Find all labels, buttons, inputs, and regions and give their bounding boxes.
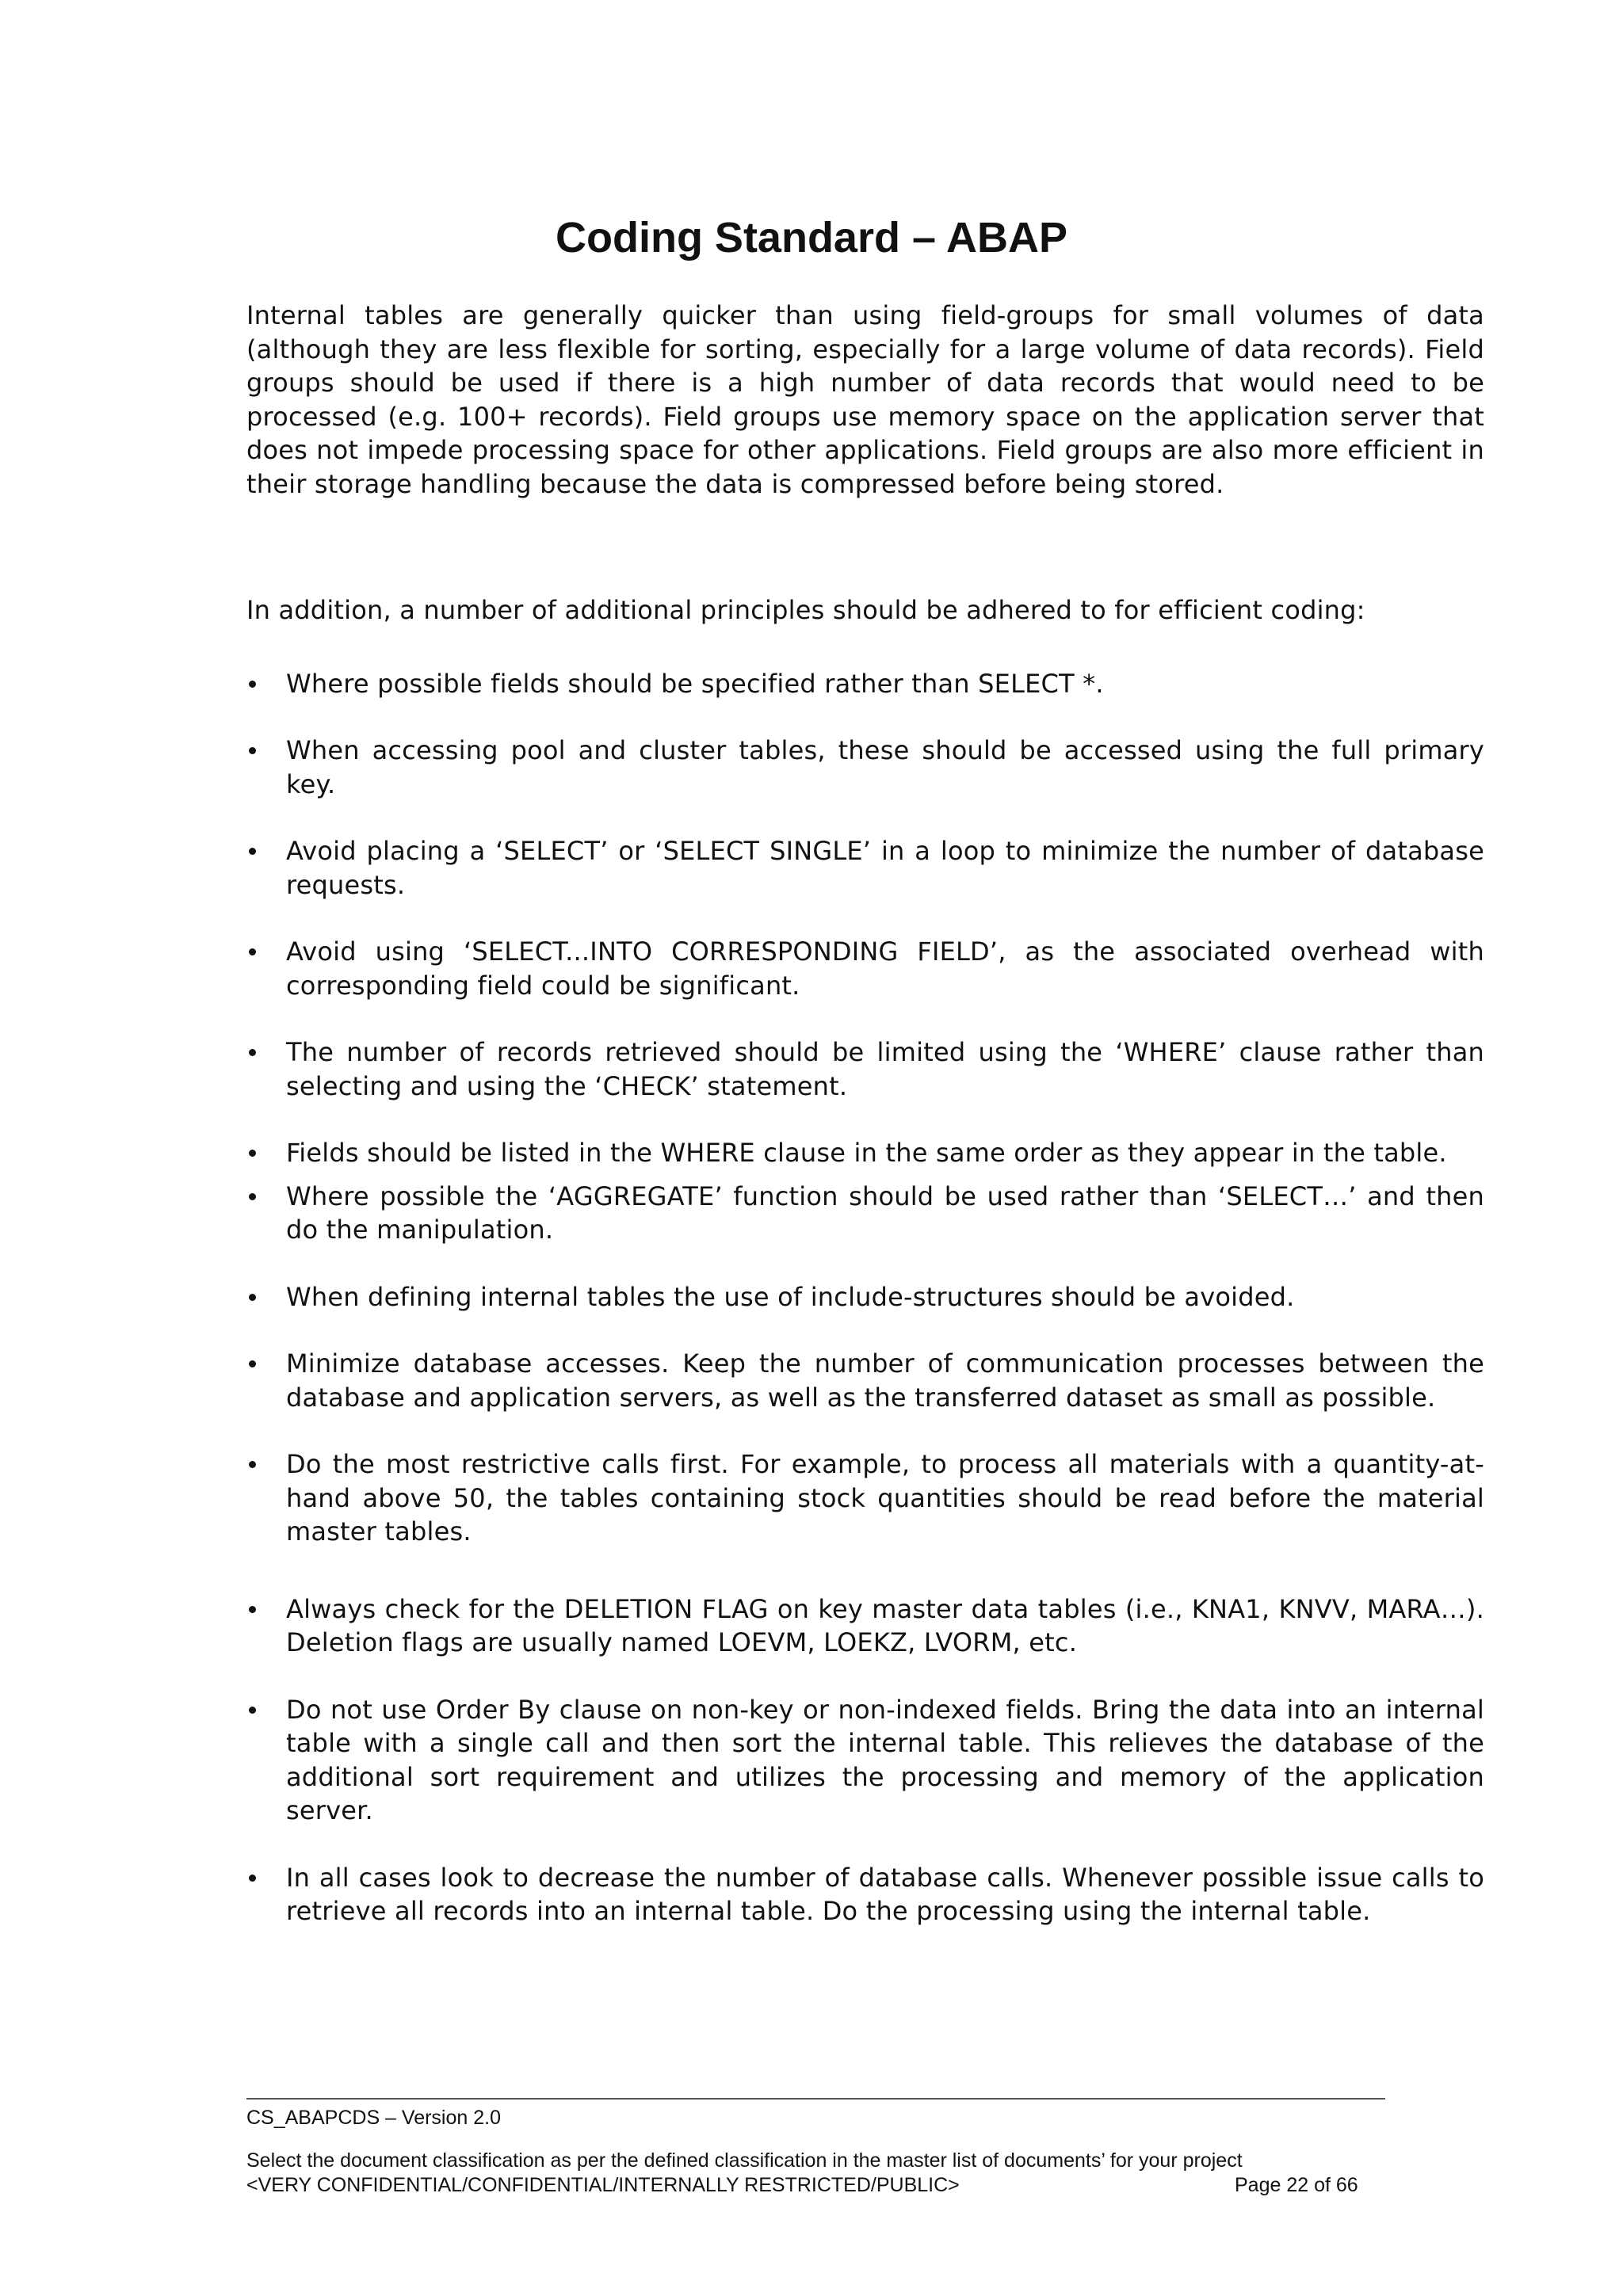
bullet-icon [249,1049,256,1056]
list-item-text: Do the most restrictive calls first. For example, to process all materials with a quantity-at-hand above 50, the tables containing stock quantities should be read before the material master tables. [286,1449,1484,1547]
bullet-icon [249,1707,256,1714]
list-item [246,1693,1484,1828]
list-item-text: The number of records retrieved should be limited using the ‘WHERE’ clause rather than selecting and using the ‘CHECK’ statement. [286,1037,1484,1101]
bullet-icon [249,1193,256,1200]
footer-version: CS_ABAPCDS – Version 2.0 [246,2107,501,2129]
bullet-icon [249,1150,256,1157]
bullet-icon [249,747,256,754]
list-item-text: When defining internal tables the use of include-structures should be avoided. [286,1281,1295,1312]
list-item [246,1035,1484,1103]
list-item-text: When accessing pool and cluster tables, these should be accessed using the full primary key. [286,735,1484,799]
list-item [246,1280,1484,1314]
list-item [246,834,1484,902]
list-item [246,1180,1484,1247]
list-item-text: Fields should be listed in the WHERE clause in the same order as they appear in the table. [286,1138,1447,1168]
page-number: Page 22 of 66 [1235,2174,1358,2196]
list-item [246,1861,1484,1928]
principles-list [246,667,1484,1928]
footer-classification-levels: <VERY CONFIDENTIAL/CONFIDENTIAL/INTERNALLY RESTRICTED/PUBLIC> [246,2174,960,2196]
bullet-icon [249,681,256,688]
bullet-icon [249,1461,256,1468]
list-item [246,935,1484,1002]
list-item-text: Avoid using ‘SELECT...INTO CORRESPONDING FIELD’, as the associated overhead with corresponding field could be significant. [286,936,1484,1001]
list-item-text: Do not use Order By clause on non-key or non-indexed fields. Bring the data into an internal table with a single call and then sort the internal table. This relieves the database of the additional sort requirement and utilizes the processing and memory of the application server. [286,1694,1484,1825]
list-item [246,667,1484,701]
list-item-text: Where possible the ‘AGGREGATE’ function should be used rather than ‘SELECT…’ and then do the manipulation. [286,1180,1484,1245]
bullet-icon [249,948,256,955]
page-title: Coding Standard – ABAP [555,214,1068,261]
bullet-icon [249,1294,256,1301]
principles-intro: In addition, a number of additional principles should be adhered to for efficient coding: [246,595,1365,625]
footer-divider [246,2098,1385,2100]
bullet-icon [249,1606,256,1613]
list-item [246,1447,1484,1549]
list-item [246,1136,1484,1170]
list-item-text: In all cases look to decrease the number of database calls. Whenever possible issue calls to retrieve all records into an internal table. Do the processing using the internal table. [286,1862,1484,1926]
list-item [246,1347,1484,1414]
intro-paragraph: Internal tables are generally quicker than using field-groups for small volumes of data (although they are less flexible for sorting, especially for a large volume of data records). Field groups should be used if there is a high number of data records that would need to be processed (e.g. 100+ records). Field groups use memory space on the application server that does not impede processing space for other applications. Field groups are also more efficient in their storage handling because the data is compressed before being stored. [246,300,1484,499]
document-body [246,299,1484,1962]
bullet-icon [249,1875,256,1882]
footer-classification-note: Select the document classification as per the defined classification in the master list of documents’ for your project [246,2149,1243,2172]
bullet-icon [249,848,256,855]
list-item [246,734,1484,801]
list-item-text: Avoid placing a ‘SELECT’ or ‘SELECT SINGLE’ in a loop to minimize the number of database requests. [286,836,1484,900]
list-item-text: Always check for the DELETION FLAG on key master data tables (i.e., KNA1, KNVV, MARA…). Deletion flags are usually named LOEVM, LOEKZ, LVORM, etc. [286,1593,1484,1657]
list-item-text: Where possible fields should be specified rather than SELECT *. [286,668,1104,699]
bullet-icon [249,1360,256,1367]
list-item-text: Minimize database accesses. Keep the number of communication processes between the database and application servers, as well as the transferred dataset as small as possible. [286,1348,1484,1413]
list-item [246,1592,1484,1660]
